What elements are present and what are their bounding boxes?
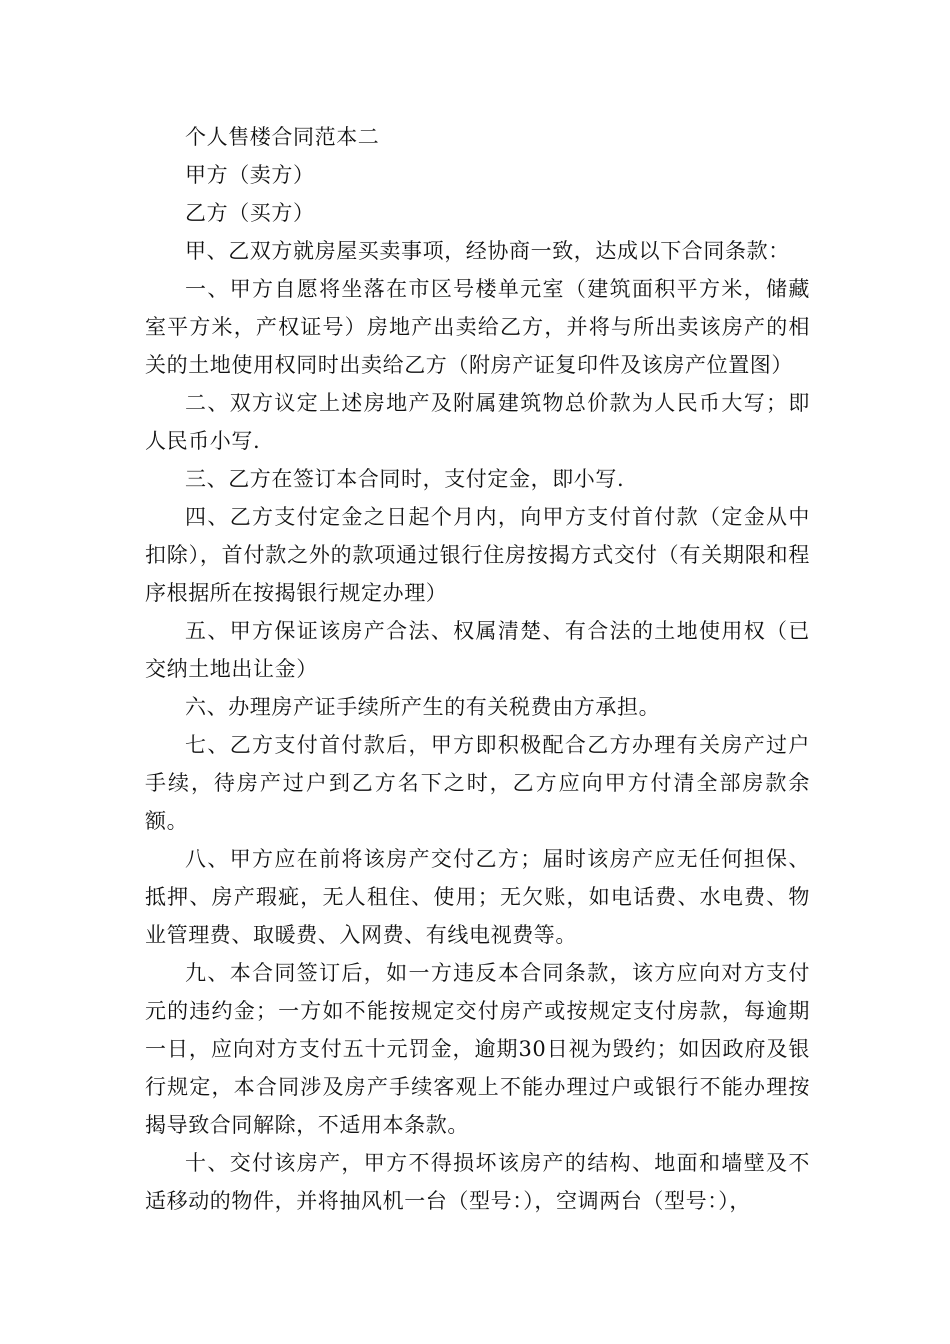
clause-1: 一、甲方自愿将坐落在市区号楼单元室（建筑面积平方米，储藏室平方米，产权证号）房地产出卖给乙方，并将与所出卖该房产的相关的土地使用权同时出卖给乙方（附房产证复印件及该房产位置图） [145,277,810,377]
clause-8: 八、甲方应在前将该房产交付乙方；届时该房产应无任何担保、抵押、房产瑕疵，无人租住、使用；无欠账，如电话费、水电费、物业管理费、取暖费、入网费、有线电视费等。 [145,847,810,947]
party-a-line: 甲方（卖方） [185,163,315,187]
clause-7: 七、乙方支付首付款后，甲方即积极配合乙方办理有关房产过户手续，待房产过户到乙方名下之时，乙方应向甲方付清全部房款余额。 [145,733,810,833]
clause-10: 十、交付该房产，甲方不得损坏该房产的结构、地面和墙壁及不适移动的物件，并将抽风机一台（型号：），空调两台（型号：）， [145,1151,810,1213]
intro-paragraph: 甲、乙双方就房屋买卖事项，经协商一致，达成以下合同条款： [185,239,790,263]
clause-5: 五、甲方保证该房产合法、权属清楚、有合法的土地使用权（已交纳土地出让金） [145,619,810,681]
document-title: 个人售楼合同范本二 [185,125,380,149]
party-b-line: 乙方（买方） [185,201,315,225]
clause-3: 三、乙方在签订本合同时，支付定金，即小写. [185,467,625,491]
clause-2: 二、双方议定上述房地产及附属建筑物总价款为人民币大写；即人民币小写. [145,391,810,453]
clause-4: 四、乙方支付定金之日起个月内，向甲方支付首付款（定金从中扣除），首付款之外的款项通过银行住房按揭方式交付（有关期限和程序根据所在按揭银行规定办理） [145,505,810,605]
contract-body [145,118,810,1220]
clause-6: 六、办理房产证手续所产生的有关税费由方承担。 [185,695,661,719]
clause-9: 九、本合同签订后，如一方违反本合同条款，该方应向对方支付元的违约金；一方如不能按规定交付房产或按规定支付房款，每逾期一日，应向对方支付五十元罚金，逾期30日视为毁约；如因政府及银行规定，本合同涉及房产手续客观上不能办理过户或银行不能办理按揭导致合同解除，不适用本条款。 [145,961,810,1137]
